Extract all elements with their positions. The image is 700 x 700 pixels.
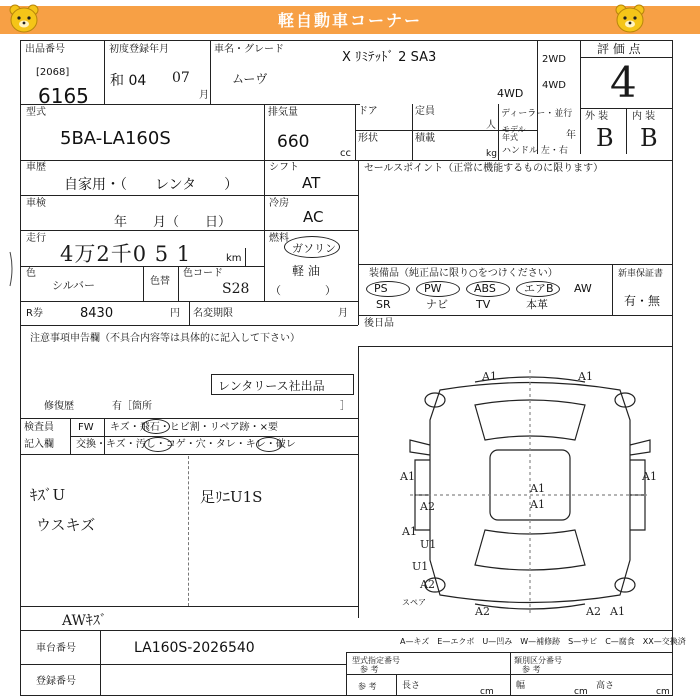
lot-number: 6165: [38, 84, 89, 108]
recycle-label: R券: [26, 308, 43, 319]
note-2: ウスキズ: [36, 516, 96, 534]
interior-label: 内 装: [632, 111, 656, 122]
drive-value: 4WD: [497, 87, 524, 100]
handle-label: ハンドル 左・右: [502, 146, 568, 156]
class-number-label: 類別区分番号: [514, 656, 562, 665]
equip-item-row2-2: TV: [476, 298, 491, 311]
dim-width-label: 幅: [516, 681, 526, 691]
dealer-label: ディーラー・並行: [501, 109, 573, 119]
damage-mark: A1: [578, 370, 593, 383]
capacity-label: 定員: [415, 106, 435, 117]
drive-2wd: 2WD: [542, 54, 566, 65]
chassis-label: 車台番号: [36, 643, 76, 654]
score-value: 4: [610, 58, 637, 107]
warranty-value: 有・無: [624, 294, 661, 308]
damage-mark: A1: [642, 470, 657, 483]
notes-divider: [188, 456, 189, 606]
reg-no-label: 登録番号: [36, 676, 76, 687]
model-value: 5BA-LA160S: [60, 128, 171, 149]
repair-value: 有［箇所: [112, 401, 152, 412]
model-year-label: モデル 年式: [502, 125, 526, 142]
equip-circle-3: [516, 281, 560, 297]
displacement-value: 660: [277, 132, 310, 152]
load-label: 積載: [415, 133, 435, 144]
door-shape-label: 形状: [358, 133, 378, 144]
equip-item-1: PW: [424, 282, 442, 295]
equip-item-4: AW: [574, 282, 592, 295]
fuel-gas: ガソリン: [292, 242, 336, 255]
damage-mark: A2: [586, 605, 601, 618]
fuel-label: 燃料: [269, 233, 289, 244]
inspection-label: 車検: [26, 198, 46, 209]
margin-scribble: [4, 250, 24, 290]
equip-circle-1: [416, 281, 460, 297]
load-unit: kg: [486, 149, 497, 159]
mileage-label: 走行: [26, 233, 46, 244]
class-number-ref: 参 考: [522, 665, 541, 674]
equip-item-row2-3: 本革: [526, 298, 548, 311]
circle-mark-kizu: [142, 419, 170, 434]
displacement-label: 排気量: [268, 107, 298, 118]
inspector-label-2: 記入欄: [24, 439, 54, 450]
header-bar: [0, 0, 700, 40]
recycle-unit: 円: [170, 308, 180, 319]
note-3: 足ﾘﾆU1S: [200, 488, 263, 506]
damage-mark: A1: [610, 605, 625, 618]
color-code-value: S28: [222, 281, 250, 297]
dim-height-unit: cm: [656, 687, 670, 697]
first-reg-month: 07: [172, 70, 190, 86]
repair-close: ］: [340, 401, 350, 412]
damage-mark: A1: [530, 498, 545, 511]
chassis-value: LA160S-2026540: [134, 640, 255, 656]
year-unit: 年: [566, 130, 576, 141]
damage-mark: A2: [420, 500, 435, 513]
ac-value: AC: [303, 208, 324, 226]
interior-value: B: [640, 124, 658, 152]
drive-4wd: 4WD: [542, 80, 566, 91]
history-label: 車歴: [26, 162, 46, 173]
damage-mark: U1: [412, 560, 429, 573]
exterior-label: 外 装: [585, 111, 609, 122]
inspection-value: 年 月（ 日）: [114, 215, 232, 230]
car-name: ムーヴ: [232, 72, 268, 86]
dim-width-unit: cm: [574, 687, 588, 697]
inspector-label-1: 検査員: [24, 422, 54, 433]
ac-label: 冷房: [269, 198, 289, 209]
equip-circle-2: [466, 281, 510, 297]
page-title: 軽自動車コーナー: [277, 11, 422, 30]
damage-mark: A1: [482, 370, 497, 383]
circle-mark-yogoshi: [144, 437, 172, 452]
damage-mark: A2: [420, 578, 435, 591]
damage-mark: A1: [400, 470, 415, 483]
inspector-row2: 交換・キズ・汚し・コゲ・穴・タレ・キレ・破レ: [76, 439, 296, 450]
note-1: ｷｽﾞU: [30, 486, 66, 504]
dim-height-label: 高さ: [596, 681, 615, 691]
first-reg-era: 和 04: [110, 73, 147, 89]
score-label: 評 価 点: [597, 42, 641, 56]
capacity-unit: 人: [486, 120, 496, 131]
inspector-row1: キズ・飛石・ヒビ割・リペア跡・×要: [110, 422, 278, 433]
equip-item-0: PS: [374, 282, 388, 295]
lot-label: 出品番号: [25, 44, 65, 55]
repair-label: 修復歴: [44, 401, 74, 412]
mileage-unit: km: [226, 253, 242, 264]
circle-mark-tare: [256, 437, 282, 452]
damage-mark: A1: [402, 525, 417, 538]
color-code-label: 色コード: [183, 268, 223, 279]
after-parts-label: 後日品: [364, 318, 394, 329]
mileage-value: 4万2千0 5 1: [60, 242, 192, 266]
equip-item-2: ABS: [474, 282, 496, 295]
spare-label: スペア: [402, 598, 426, 607]
sales-label: セールスポイント（正常に機能するものに限ります）: [364, 163, 604, 174]
damage-mark: A2: [475, 605, 490, 618]
shift-value: AT: [302, 174, 321, 192]
rental-text: レンタリース社出品: [218, 379, 325, 393]
type-designation-ref: 参 考: [360, 665, 379, 674]
warranty-label: 新車保証書: [618, 269, 664, 279]
equipment-grid: [364, 281, 610, 313]
name-change-label: 名変期限: [193, 308, 233, 319]
dim-length-unit: cm: [480, 687, 494, 697]
recycle-value: 8430: [80, 306, 114, 321]
inspector-fw: FW: [78, 422, 94, 433]
exterior-value: B: [596, 124, 614, 152]
fuel-paren: （ ）: [270, 284, 336, 297]
color-change-label: 色替: [150, 276, 170, 287]
color-label: 色: [26, 268, 36, 279]
color-value: シルバー: [52, 279, 95, 292]
caution-label: 注意事項申告欄（不具合内容等は具体的に記入して下さい）: [30, 333, 300, 344]
model-label: 型式: [26, 107, 46, 118]
first-reg-month-unit: 月: [199, 90, 209, 101]
shift-label: シフト: [269, 162, 299, 173]
equip-circle-0: [366, 281, 410, 297]
car-grade: X ﾘﾐﾃｯﾄﾞ 2 SA3: [342, 50, 437, 65]
equip-item-row2-1: ナビ: [426, 298, 448, 311]
dim-length-label: 長さ: [402, 681, 421, 691]
equip-item-3: エアB: [524, 282, 554, 295]
note-4: AWｷｽﾞ: [62, 613, 107, 629]
equip-item-row2-0: SR: [376, 298, 391, 311]
damage-mark: A1: [530, 482, 545, 495]
door-label: ドア: [358, 106, 378, 117]
dim-ref-label: 参 考: [358, 682, 377, 691]
damage-mark: U1: [420, 538, 437, 551]
first-reg-label: 初度登録年月: [109, 44, 169, 55]
bear-logo-right: [612, 2, 648, 36]
fuel-diesel: 軽 油: [292, 264, 320, 278]
lot-sub: [2068]: [36, 67, 70, 78]
legend-text: A—キズ E—エクボ U—凹み W—補修跡 S—サビ C—腐食 XX—交換済: [400, 637, 686, 646]
car-damage-diagram: [380, 360, 680, 620]
history-value: 自家用・（ レンタ ）: [64, 177, 239, 193]
name-change-value: 月: [338, 308, 348, 319]
car-name-label: 車名・グレード: [214, 44, 284, 55]
displacement-unit: cc: [340, 148, 351, 159]
type-designation-label: 型式指定番号: [352, 656, 400, 665]
equipment-label: 装備品（純正品に限り○をつけください）: [369, 268, 558, 279]
